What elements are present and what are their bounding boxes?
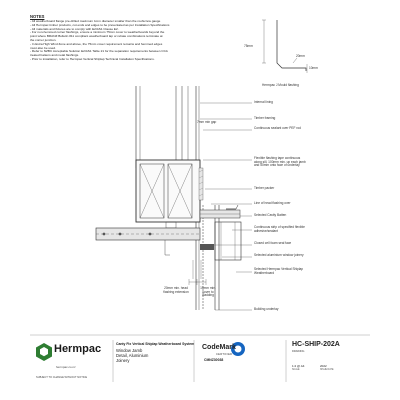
window-joinery — [136, 160, 200, 228]
sill-band — [96, 228, 200, 255]
flashing-dim-angle: 20mm — [296, 54, 305, 58]
label-flexible-flashing: Flexible flashing tape continuous along sill, 100mm min. up each jamb and 50mm onto face of underlay — [254, 156, 306, 168]
drawing-type: DRAWING — [292, 350, 305, 353]
note-line: - All Hermpac timber products, cut ends and edges to be preventated as per Installation Specifications — [30, 23, 170, 27]
note-line: - In Extra High Wind Zone and above, the 75mm cover requirement remains and hemmed edges — [30, 42, 163, 46]
note-line: - For non-hemmed corner flashings, ensure a minimum 75mm cover to weatherboards beyond the — [30, 31, 165, 35]
project-title: Canty Fix Vertical Shiplap Weatherboard System — [116, 342, 195, 346]
dimension-lines — [189, 260, 206, 285]
label-dim-right: 10mm min. cover to cladding — [200, 286, 216, 298]
flashing-dim-vertical: 75mm — [244, 44, 253, 48]
company-name: Hermpac — [54, 343, 102, 355]
label-min-gap: 7mm min gap — [197, 120, 217, 124]
label-line-of-head: Line of head flashing over — [254, 201, 291, 205]
label-hermpac-weatherboard: Selected Hermpac Vertical Shiplap Weatherboard — [254, 267, 304, 275]
drawing-code: HC-SHIP-202A — [292, 341, 340, 348]
detail-line: Detail, Aluminium — [116, 352, 149, 358]
label-dim-left: 20mm min. head flashing extension — [163, 286, 189, 294]
notes-title: NOTES — [30, 14, 45, 19]
note-line: treated battens and metal flashings. — [30, 54, 80, 58]
note-line: - Prior to installation, refer to Hermpac Vertical Shiplap Technical Installation Specifications. — [30, 57, 155, 61]
flashing-dim-horizontal: 10mm — [309, 66, 318, 70]
label-timber-framing: Timber framing — [254, 116, 276, 120]
codemark-tag: CERTIFIED — [216, 353, 233, 356]
scale-label: SCALE — [292, 369, 300, 371]
drawing-year: 2022 — [320, 364, 327, 368]
issue-label: ISSUE DATE — [320, 369, 334, 371]
note-line: - Refer to NZBC Acceptable Solution E2/AS1 Table 21 for the separation requirements between CCA — [30, 50, 168, 54]
codemark-name: CodeMark — [202, 344, 236, 351]
detail-line: Window Jamb — [116, 348, 143, 353]
label-timber-packer: Timber packer — [254, 186, 275, 190]
note-line: point where BRANZ Bulletin #11 compliant weatherboard lap or rebate combinations terminate at — [30, 35, 163, 39]
flashing-tape-strip — [199, 168, 203, 200]
detail-line: Joinery — [116, 357, 130, 363]
label-internal-lining: Internal lining — [254, 100, 273, 104]
disclaimer: SUBJECT TO CHANGE WITHOUT NOTICE — [36, 376, 88, 379]
codemark-number: CMNZ30038 — [204, 358, 224, 362]
title-block — [30, 335, 370, 385]
detail-title — [116, 349, 148, 363]
note-line: - All weatherboard flange pre-drilled maximum 1mm diameter smaller than the roofscrew gauge — [30, 20, 161, 23]
note-line: - All materials and fixtures are to comply with E2/AS1 Clause E2. — [30, 27, 119, 31]
label-continuous-sealant: Continuous sealant over PEF rod — [254, 126, 301, 130]
note-line: must also be used. — [30, 46, 56, 50]
leader-lines — [200, 103, 252, 310]
label-closed-cell: Closed cell foam seal face — [254, 241, 292, 245]
label-aluminium-joinery: Selected aluminium window joinery — [254, 253, 304, 257]
label-continuous-strip: Continuous strip of specified flexible adhesive/sealant — [254, 225, 305, 233]
j-mould-flashing-detail — [262, 20, 307, 73]
label-building-underlay: Building underlay — [254, 307, 279, 311]
note-line: the corner junction. — [30, 38, 57, 42]
company-website[interactable]: hermpac.co.nz — [56, 365, 76, 369]
label-cavity-batten: Selected Cavity Batten — [254, 213, 287, 217]
cladding-section — [200, 205, 241, 260]
flashing-caption: Hermpac J Mould flashing — [262, 83, 299, 87]
drawing-scale: 1:2 @ A4 — [292, 364, 305, 368]
